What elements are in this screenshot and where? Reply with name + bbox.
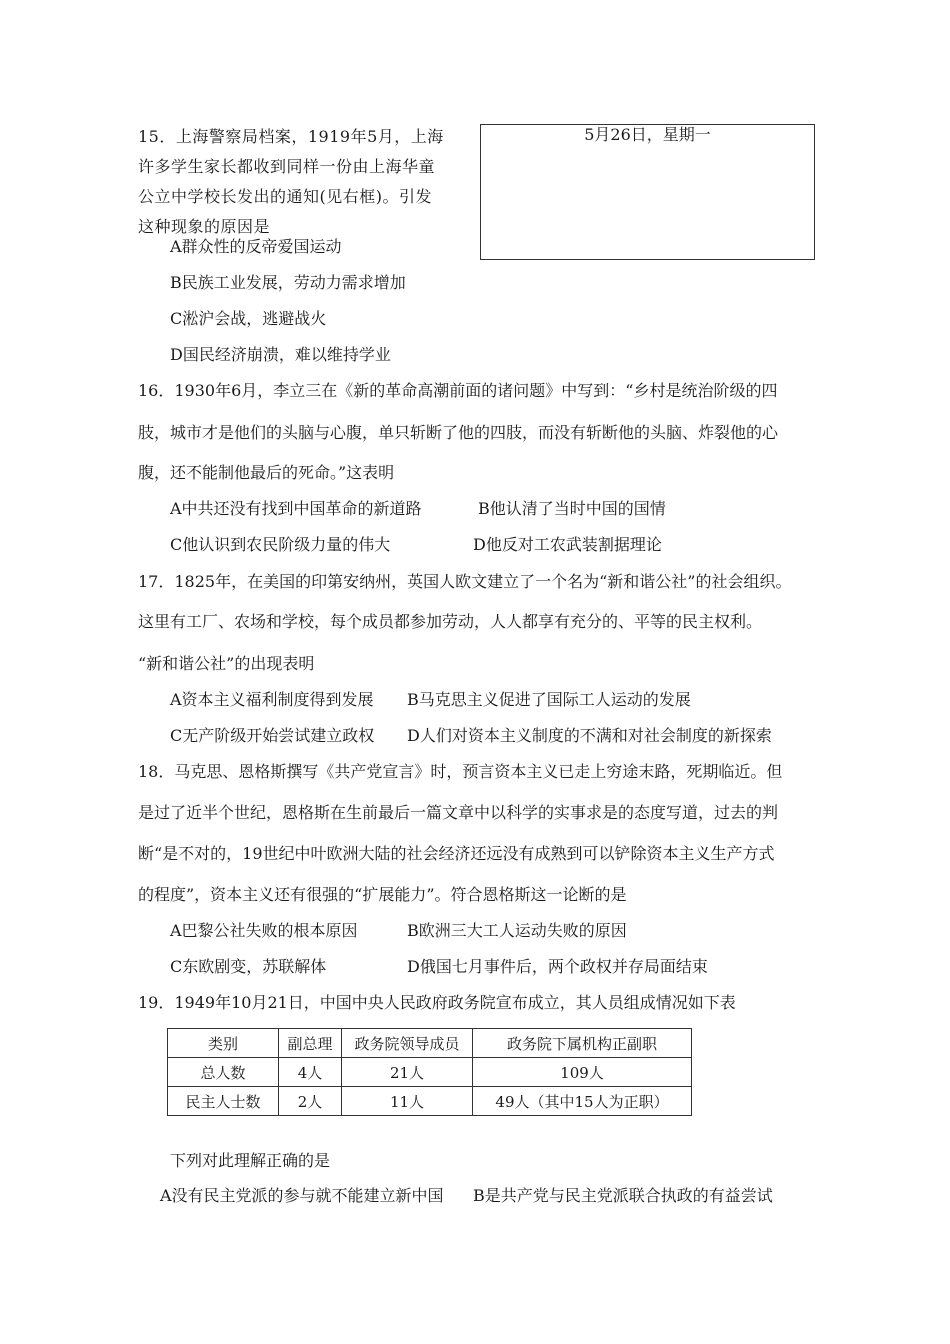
table-header-cell: 政务院领导成员 — [342, 1029, 473, 1058]
table-header-cell: 副总理 — [279, 1029, 342, 1058]
q16-option-a: A中共还没有找到中国革命的新道路 — [170, 499, 422, 518]
table-row — [168, 1087, 692, 1116]
q19-stem: 19．1949年10月21日，中国中央人民政府政务院宣布成立，其人员组成情况如下表 — [138, 993, 736, 1012]
q16-line-1: 16．1930年6月，李立三在《新的革命高潮前面的诸问题》中写到：“乡村是统治阶级的四 — [138, 381, 778, 400]
table-row — [168, 1058, 692, 1087]
q18-line-2: 是过了近半个世纪，恩格斯在生前最后一篇文章中以科学的实事求是的态度写道，过去的判 — [138, 803, 779, 822]
q18-line-1: 18．马克思、恩格斯撰写《共产党宣言》时，预言资本主义已走上穷途末路，死期临近。但 — [138, 762, 783, 781]
q17-line-2: 这里有工厂、农场和学校，每个成员都参加劳动，人人都享有充分的、平等的民主权利。 — [138, 612, 763, 631]
q16-line-2: 肢，城市才是他们的头脑与心腹，单只斩断了他的四肢，而没有斩断他的头脑、炸裂他的心 — [138, 423, 779, 442]
q15-option-b: B民族工业发展，劳动力需求增加 — [170, 273, 406, 292]
q15-stem: 15．上海警察局档案，1919年5月，上海许多学生家长都收到同样一份由上海华童公立中学校长发出的通知(见右框)。引发这种现象的原因是 — [138, 127, 444, 236]
q18-option-d: D俄国七月事件后，两个政权并存局面结束 — [407, 957, 708, 976]
table-cell: 49人（其中15人为正职） — [473, 1087, 692, 1116]
table-cell: 总人数 — [168, 1058, 279, 1087]
q18-option-c: C东欧剧变，苏联解体 — [170, 957, 327, 976]
q18-option-a: A巴黎公社失败的根本原因 — [170, 921, 358, 940]
q15-option-d: D国民经济崩溃，难以维持学业 — [170, 345, 391, 364]
q17-option-b: B马克思主义促进了国际工人运动的发展 — [407, 690, 691, 709]
table-cell: 2人 — [279, 1087, 342, 1116]
q18-line-3: 断“是不对的，19世纪中叶欧洲大陆的社会经济还远没有成熟到可以铲除资本主义生产方式 — [138, 844, 775, 863]
table-header-cell: 政务院下属机构正副职 — [473, 1029, 692, 1058]
table-cell: 109人 — [473, 1058, 692, 1087]
q18-option-b: B欧洲三大工人运动失败的原因 — [407, 921, 627, 940]
table-header-row — [168, 1029, 692, 1058]
table-cell: 民主人士数 — [168, 1087, 279, 1116]
q18-line-4: 的程度”，资本主义还有很强的“扩展能力”。符合恩格斯这一论断的是 — [138, 885, 627, 904]
q19-table — [167, 1028, 692, 1116]
q16-option-d: D他反对工农武装割据理论 — [473, 535, 662, 554]
q16-line-3: 腹，还不能制他最后的死命。”这表明 — [138, 463, 395, 482]
table-cell: 11人 — [342, 1087, 473, 1116]
q17-line-3: “新和谐公社”的出现表明 — [138, 654, 315, 673]
q19-option-a: A没有民主党派的参与就不能建立新中国 — [160, 1186, 444, 1205]
q16-option-c: C他认识到农民阶级力量的伟大 — [170, 535, 391, 554]
table-cell: 4人 — [279, 1058, 342, 1087]
q17-option-c: C无产阶级开始尝试建立政权 — [170, 726, 375, 745]
table-header-cell: 类别 — [168, 1029, 279, 1058]
notice-box — [480, 124, 815, 260]
q15-option-c: C淞沪会战，逃避战火 — [170, 309, 327, 328]
q17-option-d: D人们对资本主义制度的不满和对社会制度的新探索 — [407, 726, 772, 745]
q19-prompt: 下列对此理解正确的是 — [170, 1151, 331, 1170]
q19-option-b: B是共产党与民主党派联合执政的有益尝试 — [473, 1186, 773, 1205]
q17-option-a: A资本主义福利制度得到发展 — [170, 690, 374, 709]
q15-option-a: A群众性的反帝爱国运动 — [170, 237, 342, 256]
q16-option-b: B他认清了当时中国的国情 — [478, 499, 666, 518]
q17-line-1: 17．1825年，在美国的印第安纳州，英国人欧文建立了一个名为“新和谐公社”的社会组织。 — [138, 572, 792, 591]
table-cell: 21人 — [342, 1058, 473, 1087]
notice-box-text: 5月26日，星期一 — [584, 125, 711, 144]
